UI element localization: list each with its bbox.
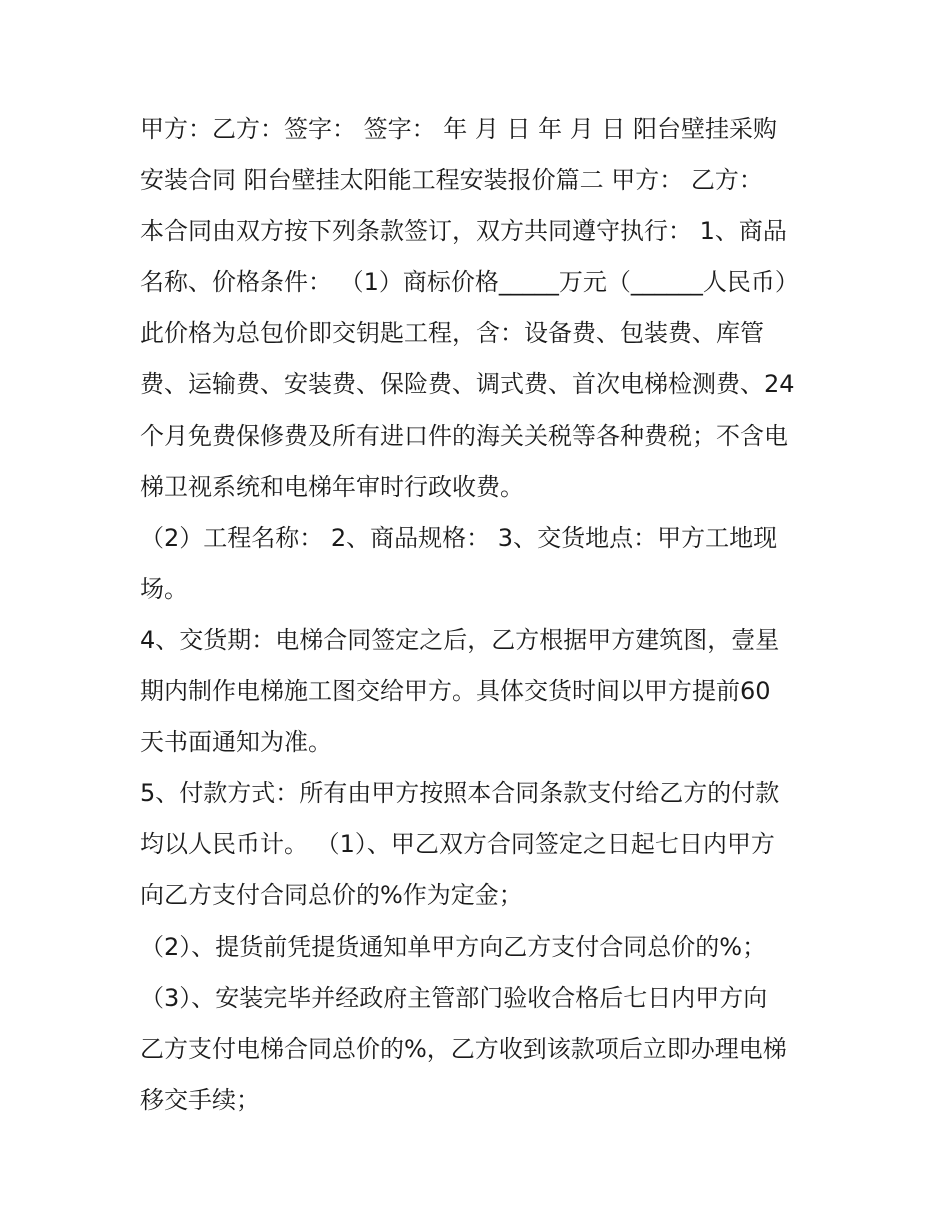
- text-line: 本合同由双方按下列条款签订，双方共同遵守执行： 1、商品: [140, 217, 787, 246]
- text-line: 费、运输费、安装费、保险费、调式费、首次电梯检测费、24: [140, 370, 795, 399]
- text-line: 5、付款方式：所有由甲方按照本合同条款支付给乙方的付款: [140, 779, 780, 808]
- text-line: 场。: [140, 574, 188, 603]
- text-line: 移交手续；: [140, 1085, 260, 1114]
- text-line: 期内制作电梯施工图交给甲方。具体交货时间以甲方提前60: [140, 677, 771, 706]
- text-line: （2）工程名称： 2、商品规格： 3、交货地点：甲方工地现: [140, 523, 778, 552]
- text-line: 名称、价格条件： （1）商标价格_____万元（______人民币）: [140, 268, 799, 297]
- text-line: （2）、提货前凭提货通知单甲方向乙方支付合同总价的%；: [140, 932, 767, 961]
- text-line: 天书面通知为准。: [140, 728, 332, 757]
- text-line: （3）、安装完毕并经政府主管部门验收合格后七日内甲方向: [140, 983, 768, 1012]
- text-line: 乙方支付电梯合同总价的%，乙方收到该款项后立即办理电梯: [140, 1034, 787, 1063]
- text-line: 安装合同 阳台壁挂太阳能工程安装报价篇二 甲方： 乙方：: [140, 166, 763, 195]
- text-line: 梯卫视系统和电梯年审时行政收费。: [140, 472, 524, 501]
- text-line: 甲方：乙方：签字： 签字： 年 月 日 年 月 日 阳台壁挂采购: [140, 115, 778, 143]
- document-body: [140, 104, 820, 1126]
- text-line: 4、交货期：电梯合同签定之后，乙方根据甲方建筑图，壹星: [140, 625, 780, 654]
- text-line: 个月免费保修费及所有进口件的海关关税等各种费税；不含电: [140, 421, 788, 450]
- text-line: 均以人民币计。 （1）、甲乙双方合同签定之日起七日内甲方: [140, 830, 775, 859]
- text-line: 向乙方支付合同总价的%作为定金；: [140, 881, 523, 910]
- text-line: 此价格为总包价即交钥匙工程，含：设备费、包装费、库管: [140, 319, 764, 348]
